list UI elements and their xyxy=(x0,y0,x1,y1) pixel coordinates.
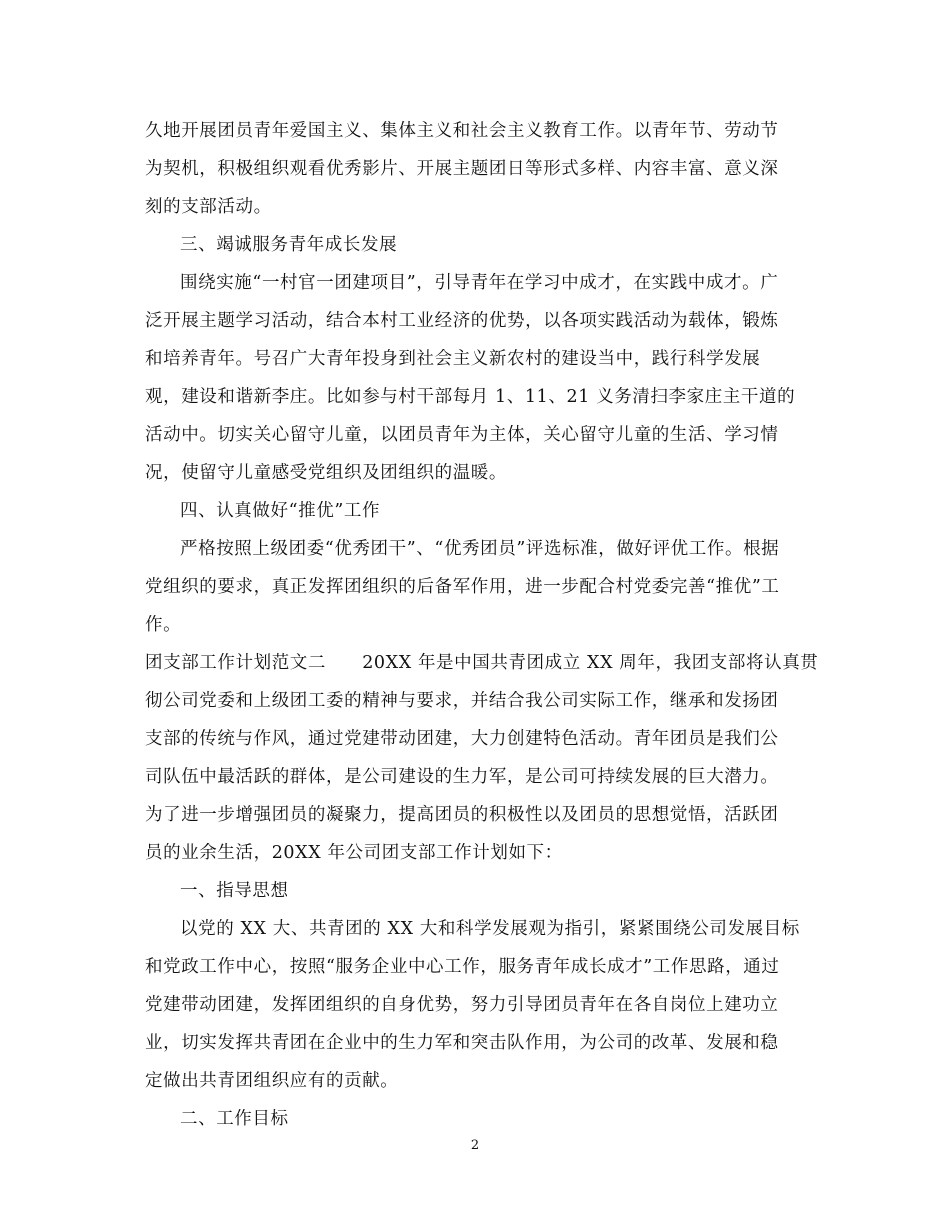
section-heading: 一、指导思想 xyxy=(180,881,289,901)
text-line: 定做出共青团组织应有的贡献。 xyxy=(145,1071,399,1091)
page-number: 2 xyxy=(470,1138,480,1153)
text-line: 为了进一步增强团员的凝聚力，提高团员的积极性以及团员的思想觉悟，活跃团 xyxy=(145,805,779,825)
section-heading: 二、工作目标 xyxy=(180,1109,289,1129)
text-line: 况，使留守儿童感受党组织及团组织的温暖。 xyxy=(145,463,507,483)
section-heading: 四、认真做好“推优”工作 xyxy=(180,501,381,521)
text-line: 党组织的要求，真正发挥团组织的后备军作用，进一步配合村党委完善“推优”工 xyxy=(145,577,780,597)
text-line: 支部的传统与作风，通过党建带动团建，大力创建特色活动。青年团员是我们公 xyxy=(145,729,779,749)
text-line: 作。 xyxy=(145,615,182,635)
text-line: 严格按照上级团委“优秀团干”、“优秀团员”评选标准，做好评优工作。根据 xyxy=(180,539,780,559)
text-line: 活动中。切实关心留守儿童，以团员青年为主体，关心留守儿童的生活、学习情 xyxy=(145,425,779,445)
text-line: 业，切实发挥共青团在企业中的生力军和突击队作用，为公司的改革、发展和稳 xyxy=(145,1033,779,1053)
text-line: 和培养青年。号召广大青年投身到社会主义新农村的建设当中，践行科学发展 xyxy=(145,349,761,369)
text-line: 团支部工作计划范文二 20XX 年是中国共青团成立 XX 周年，我团支部将认真贯 xyxy=(145,653,819,673)
text-line: 围绕实施“一村官一团建项目”，引导青年在学习中成才，在实践中成才。广 xyxy=(180,273,779,293)
text-line: 司队伍中最活跃的群体，是公司建设的生力军，是公司可持续发展的巨大潜力。 xyxy=(145,767,779,787)
text-line: 泛开展主题学习活动，结合本村工业经济的优势，以各项实践活动为载体，锻炼 xyxy=(145,311,779,331)
text-line: 刻的支部活动。 xyxy=(145,197,272,217)
text-line: 和党政工作中心，按照“服务企业中心工作，服务青年成长成才”工作思路，通过 xyxy=(145,957,780,977)
text-line: 以党的 XX 大、共青团的 XX 大和科学发展观为指引，紧紧围绕公司发展目标 xyxy=(180,919,800,939)
text-line: 为契机，积极组织观看优秀影片、开展主题团日等形式多样、内容丰富、意义深 xyxy=(145,159,779,179)
text-line: 彻公司党委和上级团工委的精神与要求，并结合我公司实际工作，继承和发扬团 xyxy=(145,691,779,711)
text-line: 观，建设和谐新李庄。比如参与村干部每月 1、11、21 义务清扫李家庄主干道的 xyxy=(145,387,796,407)
section-heading: 三、竭诚服务青年成长发展 xyxy=(180,235,398,255)
text-line: 久地开展团员青年爱国主义、集体主义和社会主义教育工作。以青年节、劳动节 xyxy=(145,121,779,141)
text-line: 党建带动团建，发挥团组织的自身优势，努力引导团员青年在各自岗位上建功立 xyxy=(145,995,779,1015)
text-line: 员的业余生活，20XX 年公司团支部工作计划如下： xyxy=(145,843,563,863)
